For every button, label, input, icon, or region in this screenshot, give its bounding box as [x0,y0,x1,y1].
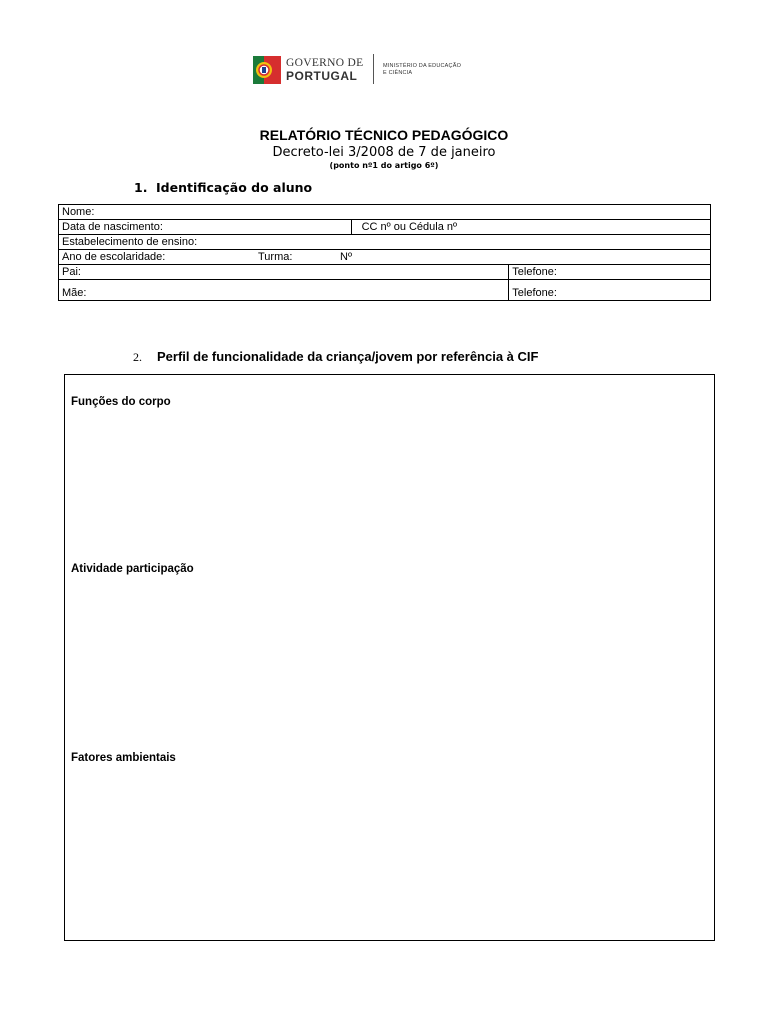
student-identification-table [58,204,711,301]
government-name-line2: PORTUGAL [286,69,358,83]
label-funcoes-corpo: Funções do corpo [71,396,171,408]
table-row [59,220,711,235]
field-ano: Ano de escolaridade: [62,251,166,263]
section2-number: 2. [133,350,142,364]
government-name-line1: GOVERNO DE [286,57,364,69]
table-row [59,205,711,220]
portugal-emblem-icon [253,56,281,84]
table-row [59,235,711,250]
table-row [59,280,711,301]
field-numero: Nº [340,251,352,263]
field-data-nascimento[interactable]: Data de nascimento: [59,220,352,235]
table-row [59,250,711,265]
section2-title: Perfil de funcionalidade da criança/jovem por referência à CIF [157,349,539,364]
field-estabelecimento[interactable]: Estabelecimento de ensino: [59,235,711,250]
document-title: RELATÓRIO TÉCNICO PEDAGÓGICO [259,127,509,143]
ministry-name-line1: MINISTÉRIO DA EDUCAÇÃO [383,63,462,69]
field-turma: Turma: [258,251,293,263]
government-logo [253,54,483,86]
field-ano-turma-numero[interactable] [59,250,711,265]
field-telefone-mae[interactable]: Telefone: [509,280,711,301]
field-nome[interactable]: Nome: [59,205,711,220]
document-subtitle: Decreto-lei 3/2008 de 7 de janeiro [272,145,496,160]
field-mae[interactable]: Mãe: [59,280,509,301]
field-telefone-pai[interactable]: Telefone: [509,265,711,280]
document-note: (ponto nº1 do artigo 6º) [329,161,439,170]
field-cc[interactable]: CC nº ou Cédula nº [351,220,710,235]
section1-heading [134,180,312,195]
section1-number: 1. [134,180,148,195]
section2-heading [133,349,538,365]
ministry-name-line2: E CIÊNCIA [383,70,413,76]
logo-divider [373,54,374,84]
table-row [59,265,711,280]
field-pai[interactable]: Pai: [59,265,509,280]
label-atividade-participacao: Atividade participação [71,563,194,575]
cif-profile-box[interactable] [64,374,715,941]
section1-title: Identificação do aluno [156,180,313,195]
label-fatores-ambientais: Fatores ambientais [71,752,176,764]
